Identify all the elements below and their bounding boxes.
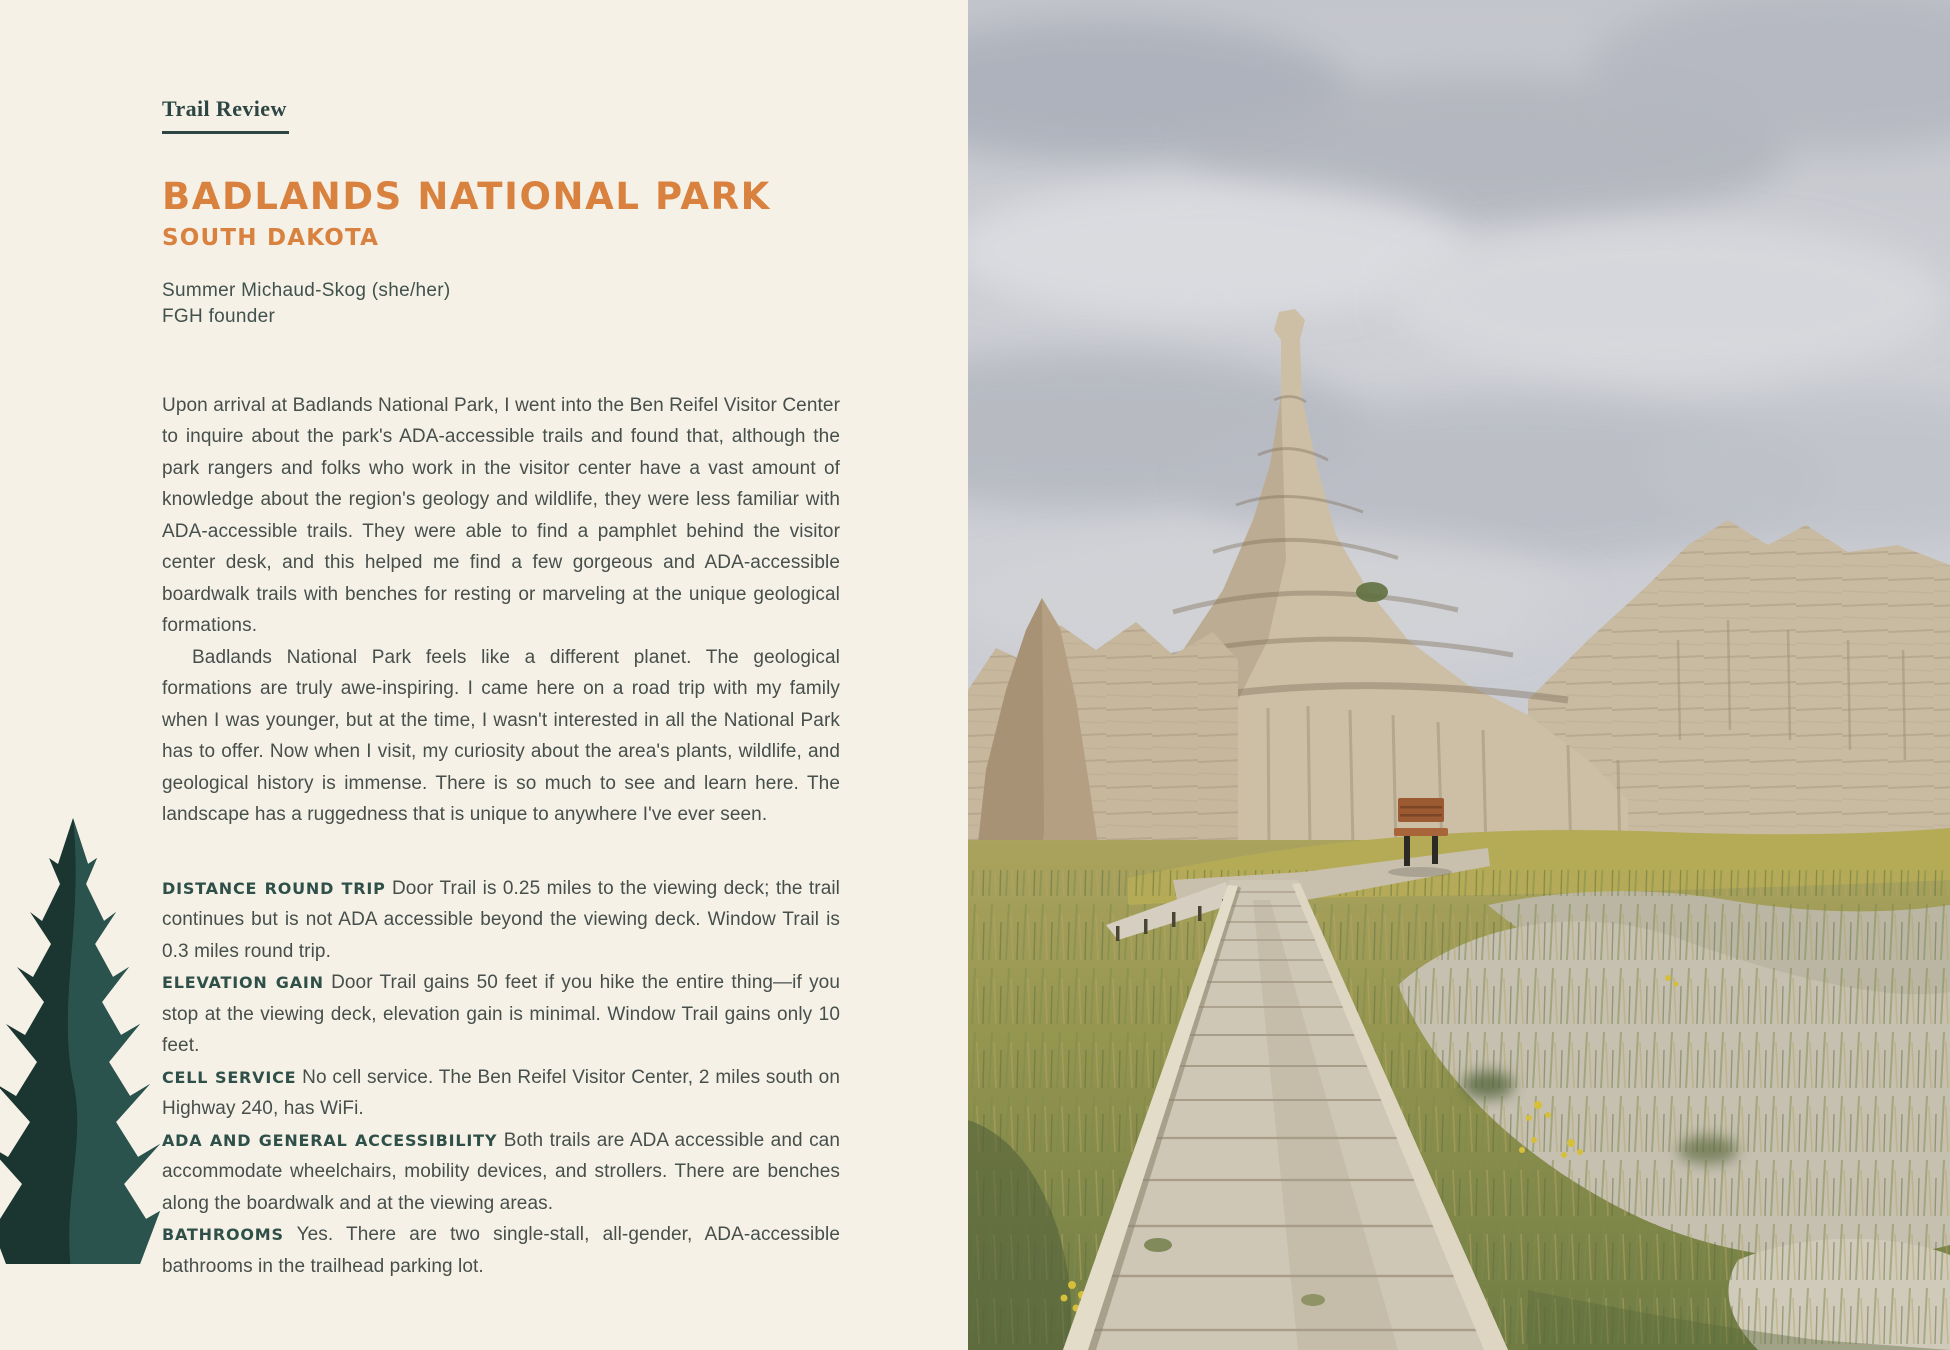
stat-text: Door Trail gains 50 feet if you hike the entire thing—if you stop at the viewing deck, elevation gain is minimal. Window Trail gains only 10 feet. <box>162 972 840 1057</box>
byline-role: FGH founder <box>162 305 276 327</box>
page-subtitle: SOUTH DAKOTA <box>162 224 380 251</box>
stat-label: CELL SERVICE <box>162 1067 297 1087</box>
stat-row <box>162 1062 840 1125</box>
stat-row <box>162 1125 840 1220</box>
badlands-boardwalk-photo <box>968 0 1950 1350</box>
trail-stats <box>162 873 840 1283</box>
stat-label: ELEVATION GAIN <box>162 973 324 993</box>
pine-tree-illustration <box>0 806 168 1286</box>
stat-text: No cell service. The Ben Reifel Visitor Center, 2 miles south on Highway 240, has WiFi. <box>162 1066 840 1120</box>
stat-text: Door Trail is 0.25 miles to the viewing deck; the trail continues but is not ADA accessible beyond the viewing deck. Window Trail is 0.3 miles round trip. <box>162 877 841 962</box>
stat-label: ADA AND GENERAL ACCESSIBILITY <box>162 1130 498 1150</box>
stat-row <box>162 1219 840 1282</box>
body-paragraph: Badlands National Park feels like a different planet. The geological formations are truly awe-inspiring. I came here on a road trip with my family when I was younger, but at the time, I wasn't interested in all the National Park has to offer. Now when I visit, my curiosity about the area's plants, wildlife, and geological history is immense. There is so much to see and learn here. The landscape has a ruggedness that is unique to anywhere I've ever seen. <box>162 646 840 826</box>
stat-row <box>162 873 840 968</box>
stat-text: Yes. There are two single-stall, all-gender, ADA-accessible bathrooms in the trailhead parking lot. <box>162 1224 840 1277</box>
pine-tree-shape <box>0 818 160 1264</box>
body-copy <box>162 390 840 831</box>
section-label: Trail Review <box>162 96 289 134</box>
article <box>162 96 840 1282</box>
page-left <box>0 0 968 1350</box>
body-paragraph: Upon arrival at Badlands National Park, I went into the Ben Reifel Visitor Center to inquire about the park's ADA-accessible trails and found that, although the park rangers and folks who work in the visitor center have a vast amount of knowledge about the region's geology and wildlife, they were less familiar with ADA-accessible trails. They were able to find a pamphlet behind the visitor center desk, and this helped me find a few gorgeous and ADA-accessible boardwalk trails with benches for resting or marveling at the unique geological formations. <box>162 394 840 637</box>
photo-canvas <box>968 0 1950 1350</box>
stat-row <box>162 967 840 1062</box>
stat-label: DISTANCE ROUND TRIP <box>162 878 386 898</box>
page-title: BADLANDS NATIONAL PARK <box>162 175 771 218</box>
stat-text: Both trails are ADA accessible and can accommodate wheelchairs, mobility devices, and strollers. There are benches along the boardwalk and at the viewing areas. <box>162 1129 841 1214</box>
stat-label: BATHROOMS <box>162 1225 284 1245</box>
byline <box>162 278 840 330</box>
byline-name: Summer Michaud-Skog (she/her) <box>162 279 451 301</box>
